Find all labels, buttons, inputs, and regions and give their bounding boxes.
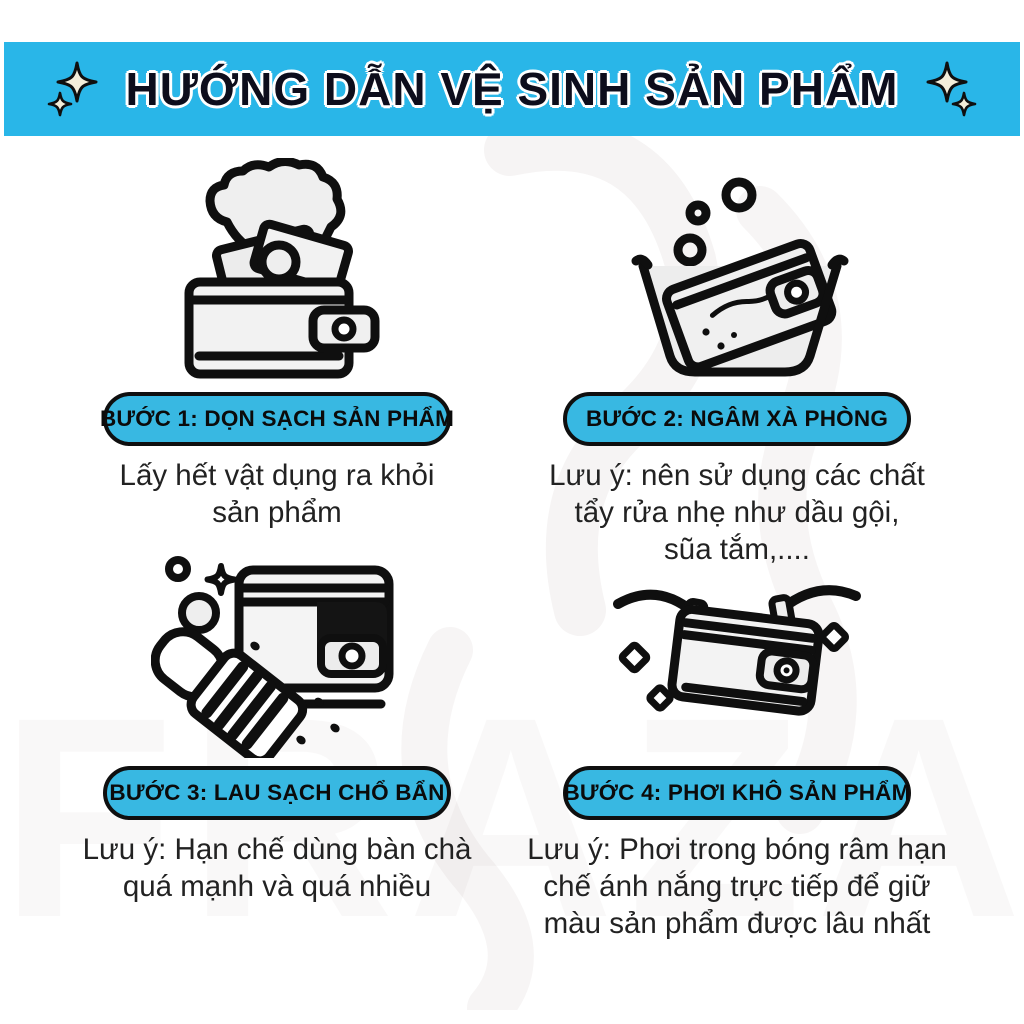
- step-note-line: sũa tắm,....: [664, 533, 810, 566]
- step-note-line: chế ánh nắng trực tiếp để giữ: [543, 870, 931, 903]
- step-card: [57, 556, 497, 905]
- wallet-drying-icon: [611, 556, 863, 758]
- step-note-line: Lưu ý: Phơi trong bóng râm hạn: [527, 833, 947, 866]
- step-note-line: Lưu ý: nên sử dụng các chất: [549, 459, 925, 492]
- step-title-badge: BƯỚC 2: NGÂM XÀ PHÒNG: [563, 392, 911, 446]
- step-note-line: quá mạnh và quá nhiều: [122, 870, 432, 903]
- step-note: [120, 457, 435, 531]
- step-note: [83, 831, 472, 905]
- step-note-line: Lấy hết vật dụng ra khỏi: [119, 459, 435, 492]
- step-note-line: màu sản phẩm được lâu nhất: [543, 907, 931, 940]
- step-note-line: Lưu ý: Hạn chế dùng bàn chà: [82, 833, 472, 866]
- step-note: [549, 457, 925, 568]
- wallet-soaking-icon: [621, 150, 853, 384]
- step-title-badge: BƯỚC 3: LAU SẠCH CHỔ BẨN: [103, 766, 451, 820]
- page-title: HƯỚNG DẪN VỆ SINH SẢN PHẨM: [125, 63, 899, 115]
- step-card: [517, 556, 957, 942]
- sparkle-left-icon: [47, 60, 99, 118]
- header-banner: [4, 42, 1020, 136]
- step-note: [527, 831, 947, 942]
- wallet-brushing-icon: [151, 556, 403, 758]
- wallet-emptying-icon: [161, 150, 393, 384]
- step-title-badge: BƯỚC 1: DỌN SẠCH SẢN PHẨM: [103, 392, 451, 446]
- step-note-line: sản phẩm: [212, 496, 342, 529]
- step-card: [517, 150, 957, 568]
- step-note-line: tẩy rửa nhẹ như dầu gội,: [574, 496, 900, 529]
- step-card: [57, 150, 497, 531]
- step-title-badge: BƯỚC 4: PHƠI KHÔ SẢN PHẨM: [563, 766, 911, 820]
- sparkle-right-icon: [925, 60, 977, 118]
